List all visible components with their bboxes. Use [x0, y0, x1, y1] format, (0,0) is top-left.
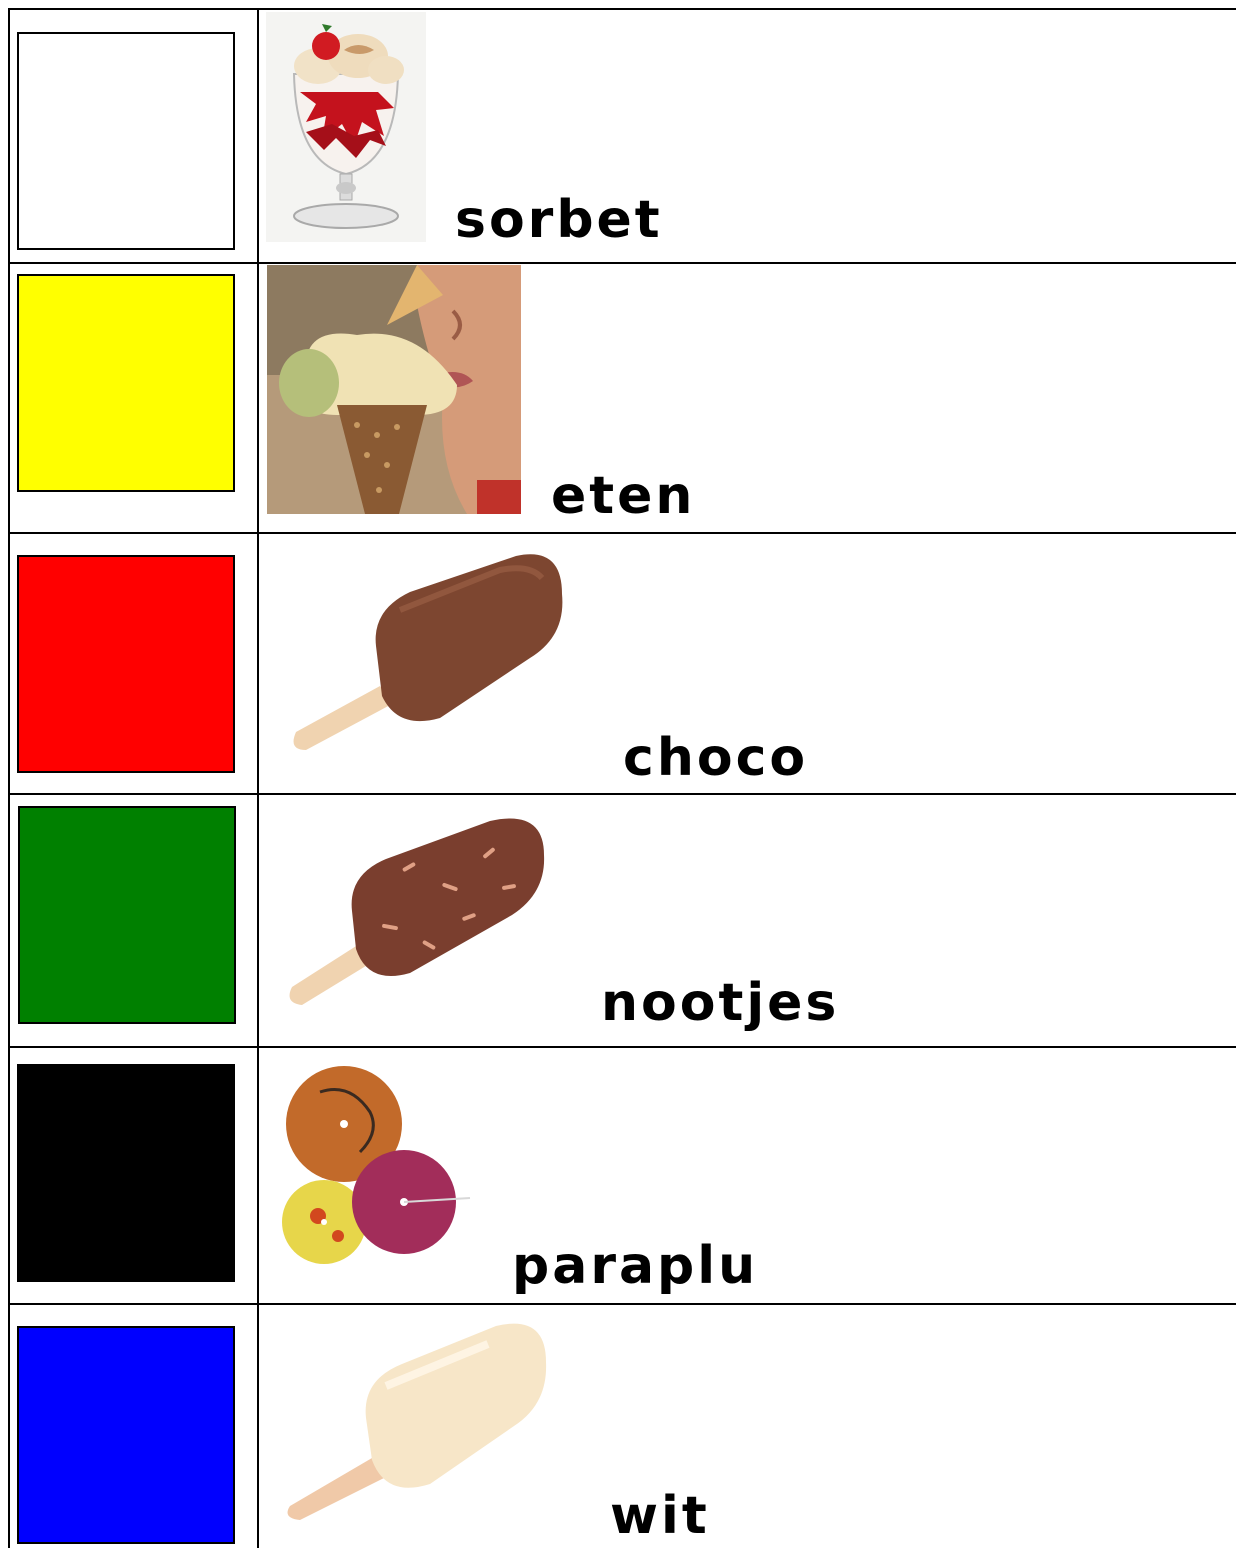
word-nootjes: nootjes	[601, 973, 840, 1033]
word-sorbet: sorbet	[455, 190, 663, 250]
sorbet-glass-picture	[266, 12, 426, 242]
row-divider	[8, 793, 1236, 795]
chocolate-ice-lolly-picture	[280, 550, 580, 760]
cocktail-umbrellas-picture	[280, 1052, 480, 1282]
row-divider	[8, 1303, 1236, 1305]
row-divider	[8, 262, 1236, 264]
word-wit: wit	[610, 1486, 710, 1546]
word-paraplu: paraplu	[512, 1236, 759, 1296]
row-divider	[8, 1046, 1236, 1048]
column-divider	[257, 8, 259, 1548]
eating-ice-cream-picture	[267, 265, 521, 514]
word-eten: eten	[551, 466, 696, 526]
table-top-border	[8, 8, 1236, 10]
color-swatch-black	[17, 1064, 235, 1282]
color-swatch-yellow	[17, 274, 235, 492]
color-swatch-red	[17, 555, 235, 773]
table-left-border	[8, 8, 10, 1548]
row-divider	[8, 532, 1236, 534]
word-choco: choco	[623, 728, 809, 788]
color-swatch-green	[18, 806, 236, 1024]
color-swatch-blue	[17, 1326, 235, 1544]
color-swatch-white	[17, 32, 235, 250]
white-ice-lolly-picture	[282, 1320, 552, 1520]
nut-ice-lolly-picture	[282, 815, 552, 1005]
